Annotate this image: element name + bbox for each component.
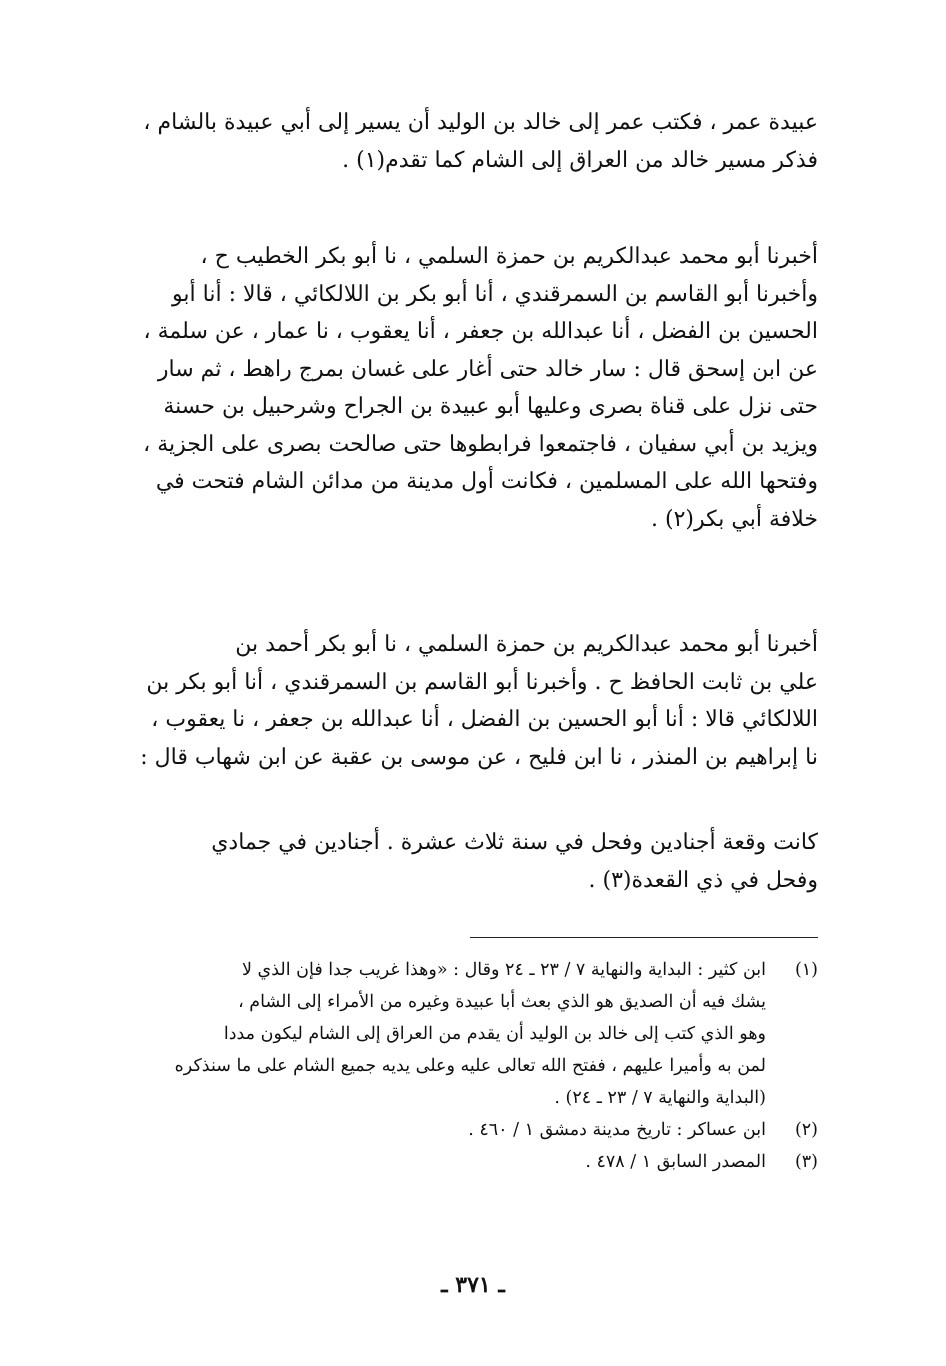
text-line: وفحل في ذي القعدة(٣) . [588,868,818,893]
text-line: أخبرنا أبو محمد عبدالكريم بن حمزة السلمي ، نا أبو بكر الخطيب ح ، [200,244,818,269]
text-line: فذكر مسير خالد من العراق إلى الشام كما تقدم(١) . [342,147,818,173]
text-line: وأخبرنا أبو القاسم بن السمرقندي ، أنا أبو بكر بن اللالكائي ، قالا : أنا أبو [172,281,818,307]
footnote-separator [470,937,818,938]
footnote-number: (٣) [794,1152,818,1172]
text-line: ويزيد بن أبي سفيان ، فاجتمعوا فرابطوها حتى صالحت بصرى على الجزية ، [143,431,818,457]
text-line: كانت وقعة أجنادين وفحل في سنة ثلاث عشرة . أجنادين في جمادي [211,830,818,855]
footnote-number: (٢) [794,1120,818,1140]
text-line: علي بن ثابت الحافظ ح . وأخبرنا أبو القاسم بن السمرقندي ، أنا أبو بكر بن [146,669,818,695]
footnote-line: ابن عساكر : تاريخ مدينة دمشق ١ / ٤٦٠ . [468,1120,766,1140]
text-line: أخبرنا أبو محمد عبدالكريم بن حمزة السلمي ، نا أبو بكر أحمد بن [235,632,818,657]
footnotes [118,954,818,1178]
text-line: وفتحها الله على المسلمين ، فكانت أول مدينة من مدائن الشام فتحت في [155,469,818,494]
footnote-1 [118,954,818,1114]
footnote-3 [118,1146,818,1178]
text-line: حتى نزل على قناة بصرى وعليها أبو عبيدة بن الجراح وشرحبيل بن حسنة [163,394,818,419]
footnote-line: يشك فيه أن الصديق هو الذي بعث أبا عبيدة وغيره من الأمراء إلى الشام ، [238,992,766,1012]
text-line: عبيدة عمر ، فكتب عمر إلى خالد بن الوليد أن يسير إلى أبي عبيدة بالشام ، [143,110,818,135]
page-number: ـ ٣٧١ ـ [441,1272,505,1298]
text-line: اللالكائي قالا : أنا أبو الحسين بن الفضل ، أنا عبدالله بن جعفر ، نا يعقوب ، [151,707,818,732]
text-line: الحسين بن الفضل ، أنا عبدالله بن جعفر ، أنا يعقوب ، نا عمار ، عن سلمة ، [143,319,818,344]
paragraph-1 [118,104,818,179]
paragraph-2 [118,238,818,538]
footnote-number: (١) [794,960,818,980]
paragraph-4 [118,824,818,900]
footnote-line: المصدر السابق ١ / ٤٧٨ . [585,1152,766,1172]
text-line: عن ابن إسحق قال : سار خالد حتى أغار على غسان بمرج راهط ، ثم سار [157,356,818,382]
footnote-line: ابن كثير : البداية والنهاية ٧ / ٢٣ ـ ٢٤ وقال : «وهذا غريب جدا فإن الذي لا [241,960,766,980]
text-line: نا إبراهيم بن المنذر ، نا ابن فليح ، عن موسى بن عقبة عن ابن شهاب قال : [140,744,818,770]
footnote-line: (البداية والنهاية ٧ / ٢٣ ـ ٢٤) . [554,1088,766,1108]
footnote-2 [118,1114,818,1146]
text-line: خلافة أبي بكر(٢) . [651,506,818,532]
footnote-line: لمن به وأميرا عليهم ، ففتح الله تعالى عليه وعلى يديه جميع الشام على ما سنذكره [174,1056,766,1076]
footnote-line: وهو الذي كتب إلى خالد بن الوليد أن يقدم من العراق إلى الشام ليكون مددا [223,1024,766,1044]
paragraph-3 [118,626,818,776]
